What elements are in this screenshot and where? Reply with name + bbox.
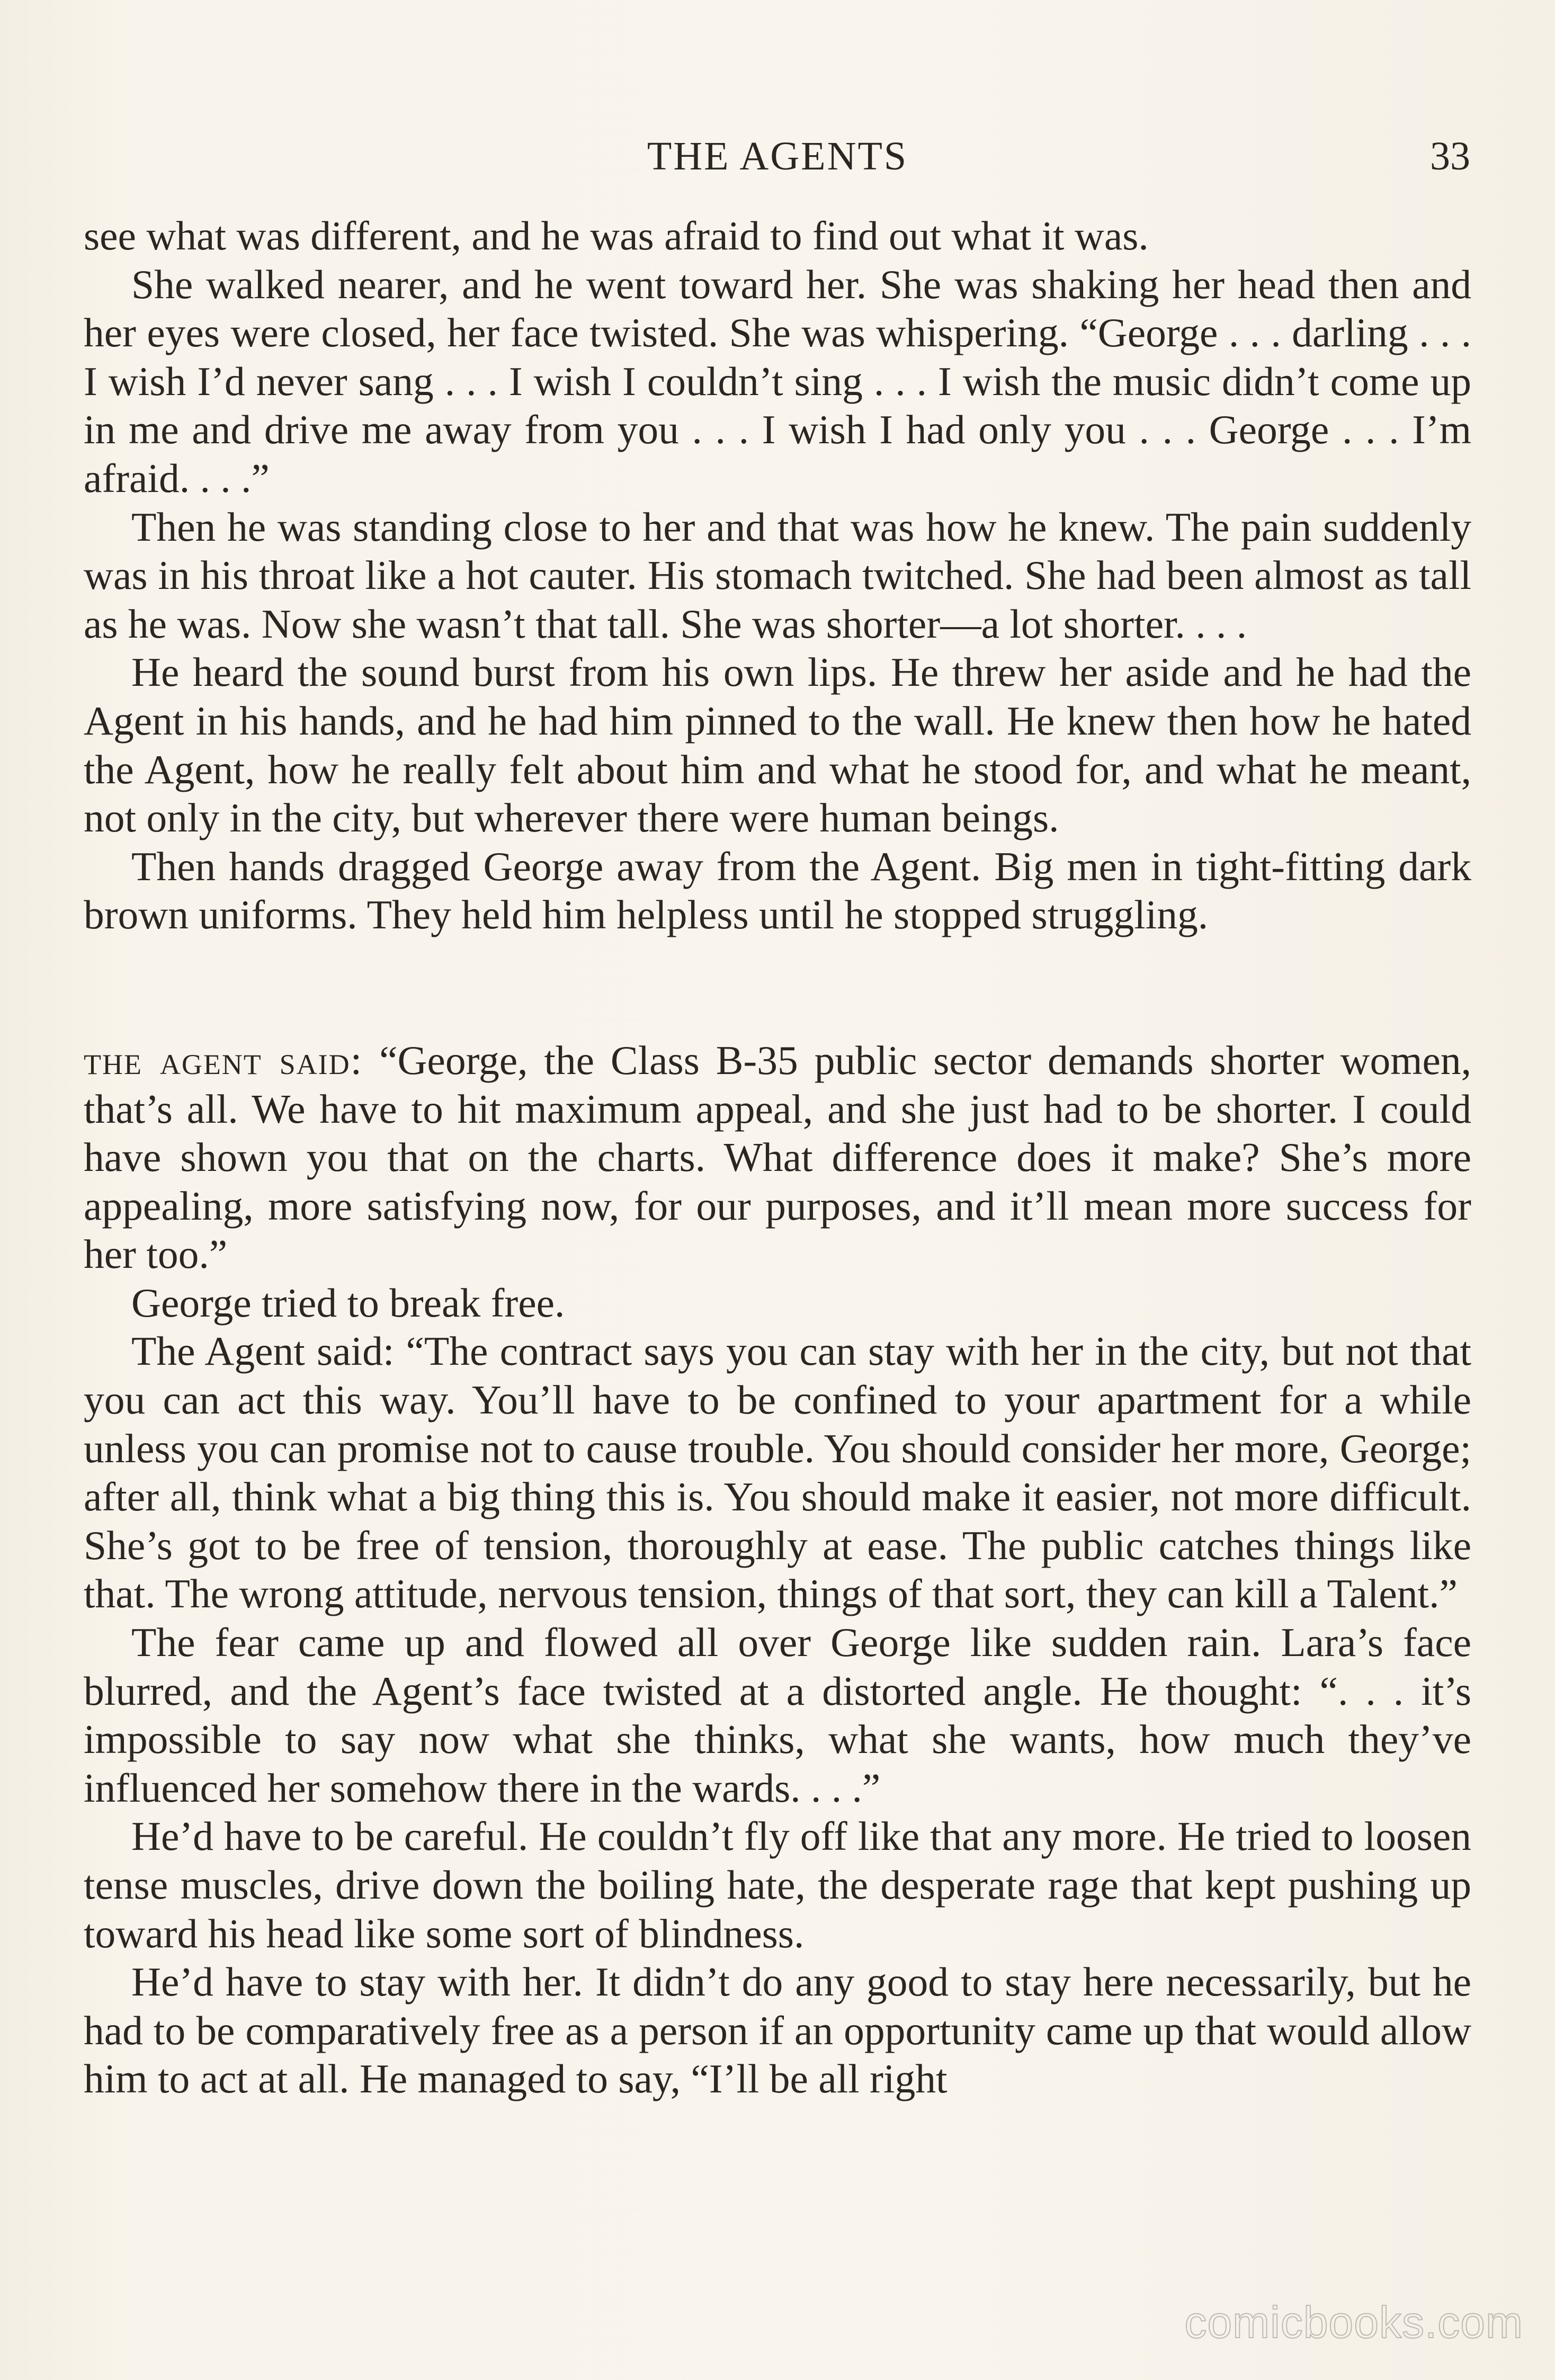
paragraph-3: Then he was standing close to her and that was how he knew. The pain suddenly was in his throat like a hot cauter. His stomach twitched. She had been almost as tall as he was. Now she wasn’t that tall. She was shorter—a lot shorter. . . .	[84, 504, 1471, 647]
paragraph-8: The Agent said: “The contract says you can stay with her in the city, but not that you can act this way. You’ll have to be confined to your apartment for a while unless you can promise not to cause trouble. You should consider her more, George; after all, think what a big thing this is. You should make it easier, not more difficult. She’s got to be free of tension, thoroughly at ease. The public catches things like that. The wrong attitude, nervous tension, things of that sort, they can kill a Talent.”	[84, 1328, 1471, 1617]
paragraph-10: He’d have to be careful. He couldn’t fly off like that any more. He tried to loosen tense muscles, drive down the boiling hate, the desperate rage that kept pushing up toward his head like some sort of blindness.	[84, 1813, 1471, 1956]
watermark: comicbooks.com	[1184, 2297, 1523, 2347]
paragraph-2: She walked nearer, and he went toward her. She was shaking her head then and her eyes were closed, her face twisted. She was whispering. “George . . . darling . . . I wish I’d never sang . . . I wish I couldn’t sing . . . I wish the music didn’t come up in me and drive me away from you . . . I wish I had only you . . . George . . . I’m afraid. . . .”	[84, 261, 1471, 501]
paragraph-11: He’d have to stay with her. It didn’t do any good to stay here necessarily, but he had to be comparatively free as a person if an opportunity came up that would allow him to act at all. He managed to say, “I’ll be all right	[84, 1959, 1471, 2102]
paragraph-9: The fear came up and flowed all over George like sudden rain. Lara’s face blurred, and the Agent’s face twisted at a distorted angle. He thought: “. . . it’s impossible to say now what she thinks, what she wants, how much they’ve influenced her somehow there in the wards. . . .”	[84, 1620, 1471, 1811]
section-lead-in: the agent said:	[84, 1037, 363, 1083]
page-number: 33	[1430, 134, 1470, 178]
section-opening-paragraph	[84, 1036, 1471, 1279]
running-head	[85, 132, 1470, 180]
paragraph-1: see what was different, and he was afraid to find out what it was.	[84, 213, 1149, 258]
paragraph-4: He heard the sound burst from his own lips. He threw her aside and he had the Agent in his hands, and he had him pinned to the wall. He knew then how he hated the Agent, how he really felt about him and what he stood for, and what he meant, not only in the city, but wherever there were human beings.	[84, 649, 1471, 841]
paragraph-7: George tried to break free.	[131, 1280, 565, 1326]
section-break	[84, 940, 1471, 1036]
paragraph-5: Then hands dragged George away from the Agent. Big men in tight-fitting dark brown uniforms. They held him helpless until he stopped struggling.	[84, 843, 1471, 938]
section-lead-rest: “George, the Class B-35 public sector demands shorter women, that’s all. We have to hit maximum appeal, and she just had to be shorter. I could have shown you that on the charts. What difference does it make? She’s more appealing, more satisfying now, for our purposes, and it’ll mean more success for her too.”	[84, 1037, 1471, 1277]
body-text	[84, 212, 1471, 2104]
running-title: THE AGENTS	[647, 134, 908, 178]
